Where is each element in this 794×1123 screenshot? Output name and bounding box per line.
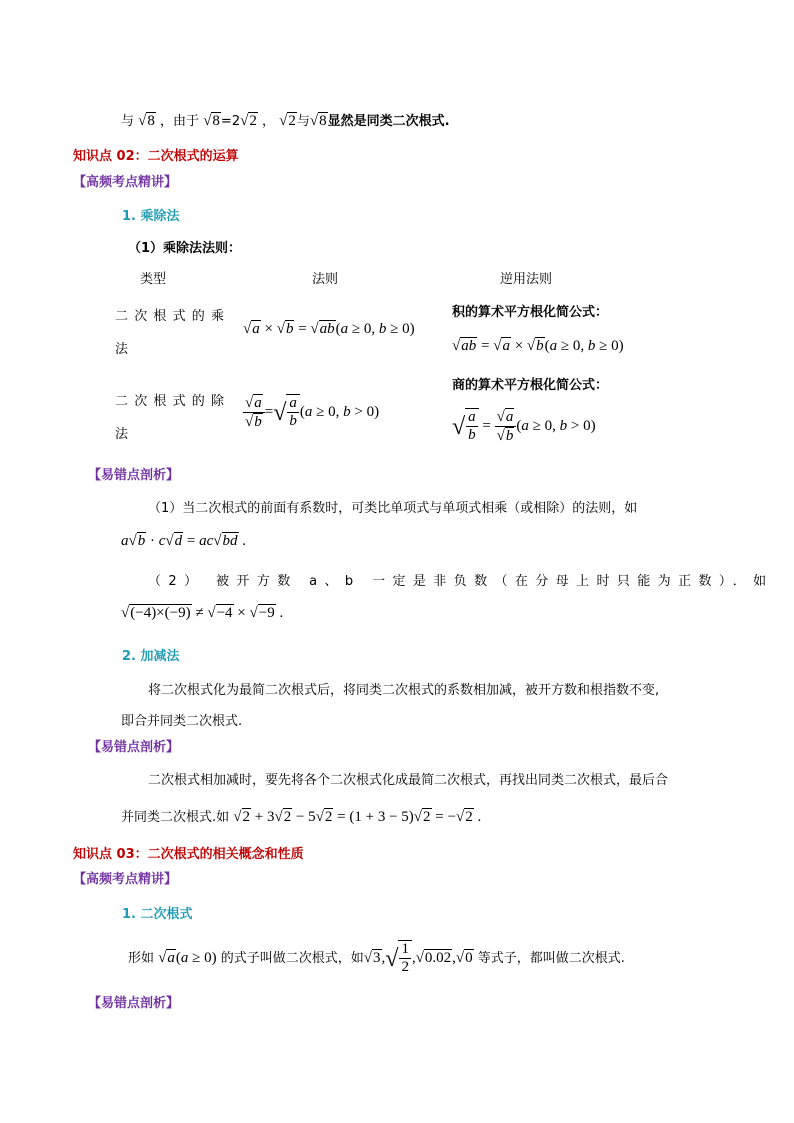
row2-note: 商的算术平方根化简公式： xyxy=(452,378,609,393)
concept-pre: 形如 xyxy=(128,951,155,967)
heading-concept: 1. 二次根式 xyxy=(122,907,193,922)
formula-mul: √a × √b = √ab(a ≥ 0, b ≥ 0) xyxy=(243,321,415,338)
sqrt-8b: √8 xyxy=(309,113,327,130)
tag-yicuo-2: 【易错点剖析】 xyxy=(88,740,180,755)
col-inverse: 逆用法则 xyxy=(500,272,553,287)
err1-p2: （2） 被开方数 a、b 一定是非负数（在分母上时只能为正数）．如 xyxy=(148,574,774,589)
row1-type-a: 二次根式的乘 xyxy=(115,309,231,324)
text-eq: =2 xyxy=(220,114,241,129)
tag-yicuo-3: 【易错点剖析】 xyxy=(88,996,180,1011)
text-yu2: 与 xyxy=(296,114,310,129)
err2-example: √2 + 3√2 − 5√2 = (1 + 3 − 5)√2 = −√2 . xyxy=(233,809,482,826)
sqrt-2: √2 xyxy=(279,113,296,130)
col-type: 类型 xyxy=(140,272,167,287)
col-rule: 法则 xyxy=(312,272,339,287)
err1-p1: （1）当二次根式的前面有系数时，可类比单项式与单项式相乘（或相除）的法则，如 xyxy=(148,501,638,516)
text-tail: 显然是同类二次根式. xyxy=(327,114,450,129)
sqrt-2-expr: √2 xyxy=(240,113,257,130)
sqrt-8-expr: √8 xyxy=(203,113,220,130)
row2-type-a: 二次根式的除 xyxy=(115,394,231,409)
concept-line xyxy=(128,940,625,977)
text-yu: 与 xyxy=(121,114,135,129)
concept-mid: 的式子叫做二次根式，如 xyxy=(220,951,364,967)
tag-yicuo-1: 【易错点剖析】 xyxy=(88,468,180,483)
section-title-k02: 知识点 02：二次根式的运算 xyxy=(73,149,239,164)
err2-line xyxy=(121,806,481,826)
concept-form: √a(a ≥ 0) xyxy=(158,950,217,967)
formula-div-inverse: √ $\frac{a}{b}$ = $\frac{√a}{√b}$ (a ≥ 0, b > 0) xyxy=(452,409,596,445)
formula-div: $\frac{√a}{√b}$ =√ $\frac{a}{b}$ (a ≥ 0, b > 0) xyxy=(245,395,380,431)
add-p2: 即合并同类二次根式. xyxy=(121,714,243,729)
formula-mul-inverse: √ab = √a × √b(a ≥ 0, b ≥ 0) xyxy=(452,338,624,355)
text-comma: ， xyxy=(261,114,275,129)
sqrt-8: √8 xyxy=(138,113,155,130)
tag-gaopin-1: 【高频考点精讲】 xyxy=(73,175,178,190)
concept-examples: √3,√ $\frac{1}{2}$ ,√0.02,√0 xyxy=(363,941,473,976)
section-title-k03: 知识点 03：二次根式的相关概念和性质 xyxy=(73,847,304,862)
row1-note: 积的算术平方根化简公式： xyxy=(452,305,609,320)
row2-type-b: 法 xyxy=(115,427,129,442)
concept-post: 等式子，都叫做二次根式. xyxy=(477,951,625,967)
err2-p1: 二次根式相加减时，要先将各个二次根式化成最简二次根式，再找出同类二次根式，最后合 xyxy=(148,773,669,788)
text-since: ，由于 xyxy=(160,114,200,129)
row1-type-b: 法 xyxy=(115,342,129,357)
rule-title: （1）乘除法法则： xyxy=(128,241,242,256)
add-p1: 将二次根式化为最简二次根式后，将同类二次根式的系数相加减，被开方数和根指数不变, xyxy=(148,683,660,698)
err1-example2: √(−4)×(−9) ≠ √−4 × √−9 . xyxy=(121,605,284,622)
heading-add-sub: 2. 加减法 xyxy=(122,649,180,664)
tag-gaopin-2: 【高频考点精讲】 xyxy=(73,872,178,887)
heading-mul-div: 1. 乘除法 xyxy=(122,209,180,224)
intro-line xyxy=(121,110,450,130)
err1-example: a√b · c√d = ac√bd . xyxy=(121,533,247,549)
err2-p2: 并同类二次根式.如 xyxy=(121,810,230,825)
